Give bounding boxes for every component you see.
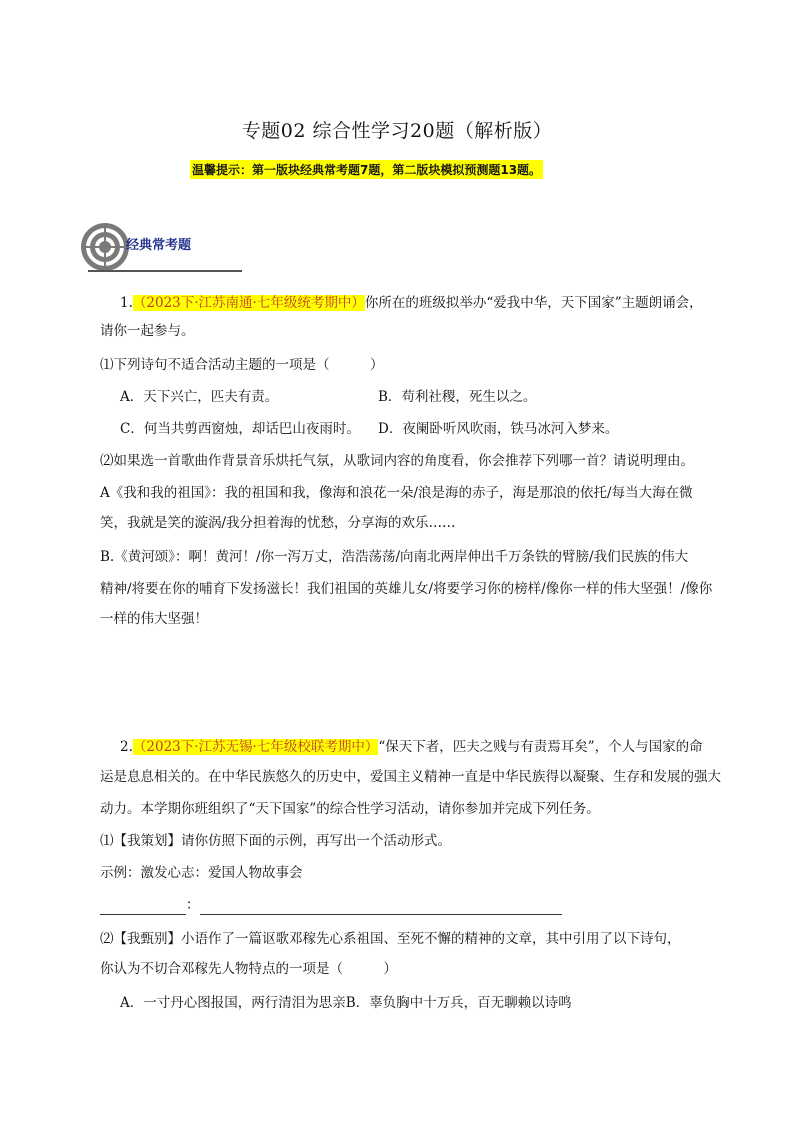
q2-subquestion-2-line-2: 你认为不切合邓稼先人物特点的一项是（ ）	[100, 961, 397, 977]
q1-song-b-line-3: 一样的伟大坚强！	[100, 611, 208, 627]
q1-song-b-line-2: 精神/将要在你的哺育下发扬滋长！我们祖国的英雄儿女/将要学习你的榜样/像你一样的伟大坚强！/像你	[100, 581, 713, 597]
page-title: 专题02 综合性学习20题（解析版）	[241, 120, 553, 142]
q2-example: 示例：激发心志：爱国人物故事会	[100, 865, 303, 881]
q1-stem-line-2: 请你一起参与。	[100, 323, 195, 339]
q2-source: （2023下·江苏无锡·七年级校联考期中）	[132, 739, 379, 755]
q1-subquestion-1: ⑴下列诗句不适合活动主题的一项是（ ）	[100, 357, 384, 373]
q1-option-a: A．天下兴亡，匹夫有责。	[120, 389, 279, 405]
q2-number: 2.	[120, 739, 133, 755]
q2-stem-line-1	[120, 738, 703, 756]
q2-subquestion-2-line-1: ⑵【我甄别】小语作了一篇讴歌邓稼先心系祖国、至死不懈的精神的文章，其中引用了以下诗句，	[100, 931, 681, 947]
q2-subquestion-1: ⑴【我策划】请你仿照下面的示例，再写出一个活动形式。	[100, 833, 451, 849]
q2-stem-a: “保天下者，匹夫之贱与有责焉耳矣”，个人与国家的命	[378, 739, 703, 755]
q1-option-d: D．夜阑卧听风吹雨，铁马冰河入梦来。	[378, 421, 619, 437]
q1-stem-a: 你所在的班级拟举办“爱我中华，天下国家”主题朗诵会，	[364, 295, 703, 311]
target-icon	[80, 222, 130, 272]
q1-stem-line-1	[120, 294, 703, 312]
q2-options-ab: A．一寸丹心图报国，两行清泪为思亲B．辜负胸中十万兵，百无聊赖以诗鸣	[120, 995, 572, 1011]
q1-subquestion-2: ⑵如果选一首歌曲作背景音乐烘托气氛，从歌词内容的角度看，你会推荐下列哪一首？请说明理由。	[100, 453, 694, 469]
answer-blank-1[interactable]	[100, 896, 186, 915]
q1-option-b: B．苟利社稷，死生以之。	[378, 389, 537, 405]
section-heading: 经典常考题	[126, 238, 192, 253]
q1-song-b-line-1: B.《黄河颂》：啊！黄河！/你一泻万丈，浩浩荡荡/向南北两岸伸出千万条铁的臂膀/我们民族的伟大	[100, 549, 689, 565]
reminder-banner: 温馨提示：第一版块经典常考题7题，第二版块模拟预测题13题。	[190, 160, 543, 179]
answer-blank-2[interactable]	[200, 896, 562, 915]
q1-source: （2023下·江苏南通·七年级统考期中）	[132, 295, 365, 311]
q2-answer-blank-row	[100, 896, 562, 915]
section-underline	[88, 270, 242, 272]
q1-option-c: C．何当共剪西窗烛，却话巴山夜雨时。	[120, 421, 360, 437]
q1-song-a-line-2: 笑，我就是笑的漩涡/我分担着海的忧愁，分享海的欢乐……	[100, 515, 456, 531]
q2-stem-line-2: 运是息息相关的。在中华民族悠久的历史中，爱国主义精神一直是中华民族得以凝聚、生存和发展的强大	[100, 769, 721, 785]
q2-stem-line-3: 动力。本学期你班组织了“天下国家”的综合性学习活动，请你参加并完成下列任务。	[100, 801, 600, 817]
q1-song-a-line-1: A《我和我的祖国》：我的祖国和我，像海和浪花一朵/浪是海的赤子，海是那浪的依托/每当大海在微	[100, 485, 693, 501]
q1-number: 1.	[120, 295, 133, 311]
blank-colon: ：	[186, 897, 200, 913]
